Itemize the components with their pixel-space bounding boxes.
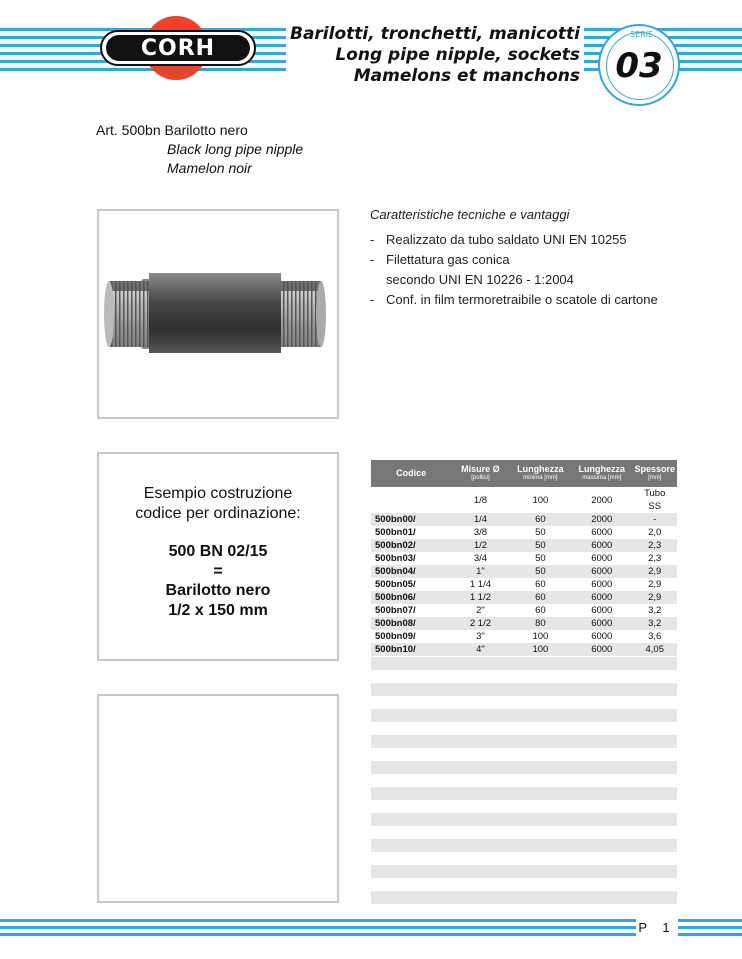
table-cell: 4,05 <box>632 643 677 656</box>
table-cell: 500bn05/ <box>375 579 416 590</box>
feature-item: - Realizzato da tubo saldato UNI EN 10255 <box>370 230 658 250</box>
header-codice: Codice <box>371 460 451 487</box>
table-row <box>371 552 677 565</box>
table-cell: 60 <box>535 579 546 590</box>
table-cell: 6000 <box>591 553 613 564</box>
table-header-row <box>371 460 677 487</box>
title-it: Barilotti, tronchetti, manicotti <box>289 24 580 44</box>
pipe-nipple-image <box>99 211 337 417</box>
table-cell: 500bn02/ <box>371 539 451 552</box>
example-desc2: 1/2 x 150 mm <box>168 602 268 619</box>
table-cell: 2,9 <box>648 579 662 590</box>
article-name-it: Barilotto nero <box>164 122 248 138</box>
feature-item: - Filettatura gas conica <box>370 250 658 270</box>
table-row <box>371 487 677 513</box>
header-spessore: Spessore [mm] <box>632 460 677 487</box>
table-cell: 3,2 <box>632 617 677 630</box>
example-equals: = <box>213 563 223 580</box>
table-cell: 2,9 <box>632 565 677 578</box>
table-cell: 2,3 <box>632 539 677 552</box>
feature-item-continued: secondo UNI EN 10226 - 1:2004 <box>386 272 574 287</box>
brand-logo <box>100 16 256 80</box>
table-cell: 6000 <box>571 539 632 552</box>
table-cell: 6000 <box>571 591 632 604</box>
page-title <box>286 24 584 87</box>
table-cell: 3/4 <box>473 553 488 564</box>
table-cell: 4" <box>451 643 510 656</box>
article-name-fr: Mamelon noir <box>167 160 252 176</box>
features-list <box>370 207 658 310</box>
table-row <box>371 539 677 552</box>
table-row <box>371 591 677 604</box>
header-lung-max: Lunghezza massima [mm] <box>571 460 632 487</box>
table-cell: 6000 <box>591 605 613 616</box>
table-cell: 50 <box>535 553 546 564</box>
brand-name: CORH <box>140 35 216 61</box>
article-description <box>96 121 303 178</box>
table-cell: 2" <box>476 605 485 616</box>
table-row <box>371 513 677 526</box>
order-example-box <box>97 452 339 661</box>
table-cell: 1/8 <box>473 494 488 506</box>
table-cell: 60 <box>510 513 571 526</box>
empty-image-box <box>97 694 339 903</box>
features-heading: Caratteristiche tecniche e vantaggi <box>370 207 570 222</box>
table-cell: 1" <box>451 565 510 578</box>
table-cell: 500bn00/ <box>371 513 451 526</box>
table-cell: 50 <box>510 565 571 578</box>
table-cell: 3,2 <box>648 605 662 616</box>
table-cell: 3/8 <box>473 527 488 538</box>
example-code: 500 BN 02/15 <box>168 543 268 560</box>
table-cell: 2,0 <box>648 527 662 538</box>
table-cell: 1 1/4 <box>469 579 491 590</box>
table-cell: 500bn01/ <box>375 527 416 538</box>
table-cell: 60 <box>510 591 571 604</box>
table-row <box>371 617 677 630</box>
title-fr: Mamelons et manchons <box>353 66 580 86</box>
table-cell: 100 <box>532 631 549 642</box>
table-cell: 2,9 <box>632 591 677 604</box>
table-cell: 1 1/2 <box>451 591 510 604</box>
header-lung-min: Lunghezza minima [mm] <box>510 460 571 487</box>
table-cell: 80 <box>510 617 571 630</box>
table-cell <box>371 487 451 513</box>
serie-badge <box>598 24 680 106</box>
table-cell: 500bn04/ <box>371 565 451 578</box>
table-cell: 100 <box>532 494 549 506</box>
example-line2: codice per ordinazione: <box>135 505 301 522</box>
article-code: Art. 500bn <box>96 122 161 138</box>
spec-table <box>371 460 677 656</box>
table-cell: Tubo SS <box>644 488 666 512</box>
table-row <box>371 578 677 591</box>
table-cell: 6000 <box>571 565 632 578</box>
example-line1: Esempio costruzione <box>143 485 293 502</box>
table-cell: - <box>632 513 677 526</box>
table-cell: 6000 <box>571 643 632 656</box>
header-misure: Misure Ø [pollici] <box>451 460 510 487</box>
logo-pill <box>100 30 256 66</box>
table-cell: 500bn06/ <box>371 591 451 604</box>
table-cell: 3,6 <box>648 631 662 642</box>
table-row <box>371 630 677 643</box>
table-row <box>371 526 677 539</box>
table-cell: 500bn09/ <box>375 631 416 642</box>
table-cell: 2,3 <box>648 553 662 564</box>
table-cell: 2000 <box>591 494 613 506</box>
product-image-box <box>97 209 339 419</box>
table-cell: 6000 <box>591 631 613 642</box>
table-row <box>371 604 677 617</box>
serie-number: 03 <box>615 46 663 86</box>
table-cell: 6000 <box>591 527 613 538</box>
table-cell: 500bn07/ <box>375 605 416 616</box>
example-desc1: Barilotto nero <box>165 582 271 599</box>
table-cell: 60 <box>535 605 546 616</box>
article-name-en: Black long pipe nipple <box>167 141 304 157</box>
serie-word: SERIE <box>630 30 654 39</box>
table-cell: 100 <box>510 643 571 656</box>
table-cell: 1/4 <box>451 513 510 526</box>
table-row <box>371 565 677 578</box>
title-en: Long pipe nipple, sockets <box>335 45 580 65</box>
table-cell: 500bn03/ <box>375 553 416 564</box>
table-cell: 50 <box>510 539 571 552</box>
page-number: P 1 <box>636 917 678 939</box>
table-cell: 500bn10/ <box>371 643 451 656</box>
table-cell: 500bn08/ <box>371 617 451 630</box>
table-cell: 1/2 <box>451 539 510 552</box>
table-cell: 3" <box>476 631 485 642</box>
feature-item: - Conf. in film termoretraibile o scatole di cartone <box>370 290 658 310</box>
table-cell: 50 <box>535 527 546 538</box>
table-cell: 2 1/2 <box>451 617 510 630</box>
table-row <box>371 643 677 656</box>
table-cell: 2000 <box>571 513 632 526</box>
table-cell: 6000 <box>591 579 613 590</box>
table-cell: 6000 <box>571 617 632 630</box>
